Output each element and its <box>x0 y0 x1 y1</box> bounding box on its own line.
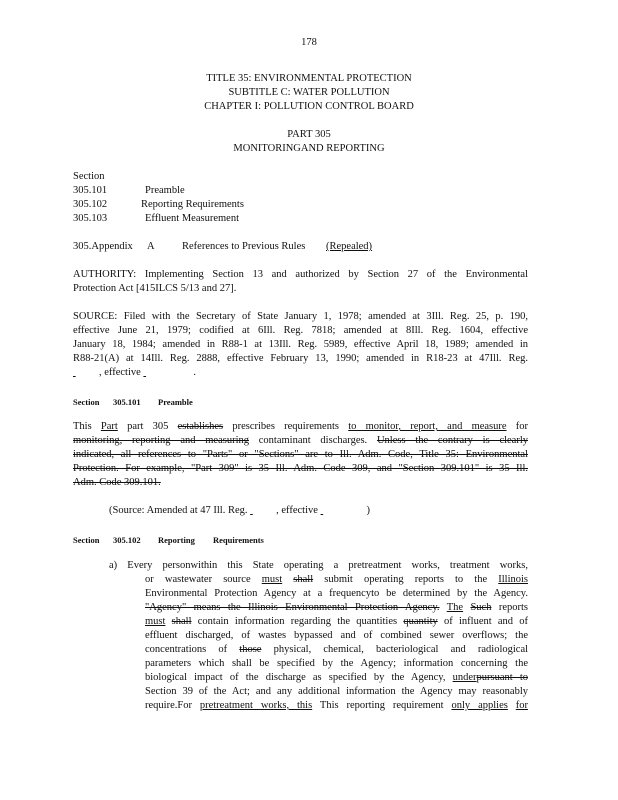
source-line-3: January 18, 1984; amended in R88-1 at 13Ill. Reg. 5989, effective April 18, 1989; amended in <box>73 339 528 350</box>
appendix-letter: A <box>147 241 155 252</box>
note-effective: , effective <box>276 505 318 516</box>
del-such: Such <box>470 602 492 613</box>
section-102-line-1: a) Every personwithin this State operating a pretreatment works, treatment works, <box>109 560 528 571</box>
section-102-line-3: Environmental Protection Agency at a frequencyto be determined by the Agency. <box>145 588 528 599</box>
section-102-line-2 <box>145 573 528 587</box>
title-line: TITLE 35: ENVIRONMENTAL PROTECTION <box>206 73 412 84</box>
del-monitoring: monitoring, reporting and measuring <box>73 435 249 446</box>
blank-note-effective <box>321 504 367 518</box>
source-line-1: SOURCE: Filed with the Secretary of State January 1, 1978; amended at 3Ill. Reg. 25, p. 190, <box>73 311 528 322</box>
t-require: require.For <box>145 700 192 711</box>
toc-heading: Section <box>73 171 105 182</box>
blank-note-reg <box>250 504 276 518</box>
section-101-line-2 <box>73 434 528 448</box>
t-physical: physical, chemical, bacteriological and radiological <box>273 644 529 655</box>
section-102-line-5 <box>145 615 528 629</box>
appendix-repealed: (Repealed) <box>326 241 373 252</box>
t-contaminant: contaminant discharges. <box>258 435 368 446</box>
authority-line-1: AUTHORITY: Implementing Section 13 and authorized by Section 27 of the Environmental <box>73 269 528 280</box>
authority-line-2: Protection Act [415ILCS 5/13 and 27]. <box>73 283 237 294</box>
toc-title-1: Preamble <box>145 185 185 196</box>
ins-only-applies: only applies <box>451 700 508 711</box>
section-102-line-10: Section 39 of the Act; and any additional information the Agency may reasonably <box>145 686 528 697</box>
t-this: This <box>73 421 92 432</box>
section-101-label: Section <box>73 397 100 407</box>
appendix-title: References to Previous Rules <box>182 241 306 252</box>
del-establishes: establishes <box>177 421 224 432</box>
t-contain: contain information regarding the quantities <box>197 616 398 627</box>
ins-illinois: Illinois <box>498 574 529 585</box>
ins-the: The <box>446 602 464 613</box>
part-line: PART 305 <box>287 129 331 140</box>
ins-for: for <box>515 700 528 711</box>
toc-title-2: Reporting Requirements <box>141 199 244 210</box>
t-prescribes: prescribes requirements <box>232 421 339 432</box>
source-line-5: , effective . <box>73 366 196 380</box>
t-of-influent: of influent and of <box>444 616 529 627</box>
section-102-label: Section <box>73 535 100 545</box>
section-102-id: 305.102 <box>113 535 141 545</box>
t-reports: reports <box>498 602 529 613</box>
section-101-line-5: Adm. Code 309.101. <box>73 477 161 488</box>
del-pursuant: pursuant to <box>476 672 529 683</box>
section-101-source-note <box>109 504 370 518</box>
t-for: for <box>515 421 529 432</box>
t-wastewater: or wastewater source <box>145 574 251 585</box>
section-102-name: Reporting <box>158 535 195 545</box>
section-102-line-6: effluent discharged, of wastes bypassed and of combined sewer overflows; the <box>145 630 528 641</box>
blank-effective <box>143 366 193 380</box>
del-unless: Unless the contrary is clearly <box>376 435 529 446</box>
t-submit: submit operating reports to the <box>324 574 488 585</box>
section-102-line-4 <box>145 601 528 615</box>
part-name: MONITORINGAND REPORTING <box>233 143 385 154</box>
section-101-name: Preamble <box>158 397 193 407</box>
note-close: ) <box>366 505 371 516</box>
toc-title-3: Effluent Measurement <box>145 213 239 224</box>
t-biological: biological impact of the discharge as specified by the Agency, <box>145 672 446 683</box>
t-part305: part 305 <box>127 421 169 432</box>
toc-num-2: 305.102 <box>73 199 108 210</box>
toc-num-3: 305.103 <box>73 213 108 224</box>
chapter-line: CHAPTER I: POLLUTION CONTROL BOARD <box>204 101 414 112</box>
del-agency-means: "Agency" means the Illinois Environmental Protection Agency. <box>145 602 440 613</box>
blank-reg <box>73 366 99 380</box>
ins-pretreatment: pretreatment works, this <box>199 700 313 711</box>
subtitle-line: SUBTITLE C: WATER POLLUTION <box>228 87 390 98</box>
toc-num-1: 305.101 <box>73 185 108 196</box>
section-101-id: 305.101 <box>113 397 141 407</box>
source-line-2: effective June 21, 1979; codified at 6Ill. Reg. 7818; amended at 8Ill. Reg. 1604, effective <box>73 325 528 336</box>
ins-part: Part <box>100 421 118 432</box>
section-101-line-3: indicated, all references to "Parts" or "Sections" are to Ill. Adm. Code, Title 35: Environmental <box>73 449 528 460</box>
ins-must-2: must <box>145 616 166 627</box>
t-this-reporting: This reporting requirement <box>319 700 444 711</box>
del-shall-2: shall <box>171 616 192 627</box>
section-102-line-11 <box>145 699 528 713</box>
del-shall: shall <box>293 574 314 585</box>
section-102-line-9 <box>145 671 528 685</box>
page-number: 178 <box>301 37 317 48</box>
ins-monitor: to monitor, report, and measure <box>348 421 507 432</box>
source-effective: , effective <box>99 367 141 378</box>
section-101-line-4: Protection. For example, "Part 309" is 35 Ill. Adm. Code 309, and "Section 309.101" is 35 Ill. <box>73 463 528 474</box>
source-line-4: R88-21(A) at 14Ill. Reg. 2888, effective February 13, 1990; amended in R18-23 at 47Ill. Reg. <box>73 353 528 364</box>
ins-must: must <box>261 574 283 585</box>
note-source: (Source: Amended at 47 Ill. Reg. <box>109 505 248 516</box>
t-concentrations: concentrations of <box>145 644 228 655</box>
section-102-line-8: parameters which shall be specified by the Agency; information concerning the <box>145 658 528 669</box>
section-102-name2: Requirements <box>213 535 264 545</box>
del-those: those <box>239 644 262 655</box>
section-102-line-7 <box>145 643 528 657</box>
appendix-label: 305.Appendix <box>73 241 133 252</box>
del-quantity: quantity <box>403 616 438 627</box>
ins-under: under <box>452 672 477 683</box>
section-101-line-1 <box>73 420 528 434</box>
